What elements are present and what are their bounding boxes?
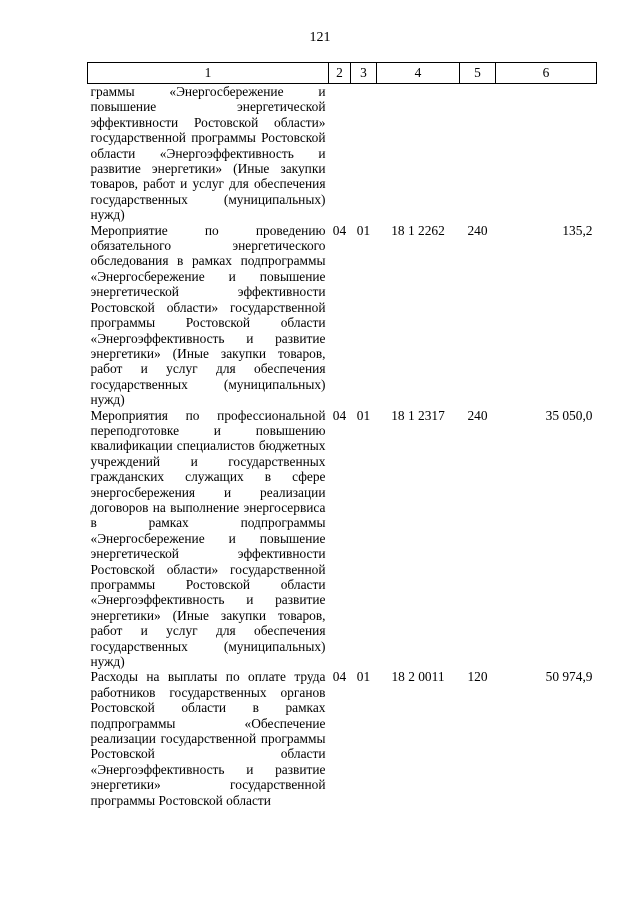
row-description: граммы «Энергосбережение и повышение энергетической эффективности Ростовской области» государственной программы Ростовской области «Энергоэффективность и развитие энергетики» (Иные закупки товаров, работ и услуг для обеспечения государственных (муниципальных) нужд) bbox=[90, 84, 326, 223]
table-row bbox=[88, 669, 597, 808]
row-pr bbox=[351, 84, 377, 223]
row-csr: 18 2 0011 bbox=[391, 669, 445, 685]
header-col-5: 5 bbox=[460, 63, 496, 84]
row-csr bbox=[377, 84, 460, 223]
header-col-3: 3 bbox=[351, 63, 377, 84]
header-col-2: 2 bbox=[329, 63, 351, 84]
row-rz bbox=[329, 84, 351, 223]
table-row bbox=[88, 408, 597, 670]
row-pr: 01 bbox=[356, 407, 371, 423]
row-sum bbox=[496, 84, 597, 223]
page-number: 121 bbox=[309, 30, 331, 45]
row-vr: 240 bbox=[467, 222, 488, 238]
header-col-6: 6 bbox=[496, 63, 597, 84]
table-row bbox=[88, 84, 597, 223]
row-sum: 135,2 bbox=[562, 222, 593, 238]
table-header bbox=[88, 63, 597, 84]
row-vr: 120 bbox=[467, 669, 488, 685]
row-rz: 04 bbox=[332, 407, 347, 423]
header-col-4: 4 bbox=[377, 63, 460, 84]
header-col-1: 1 bbox=[88, 63, 329, 84]
budget-table bbox=[87, 62, 597, 808]
row-pr: 01 bbox=[356, 222, 371, 238]
row-csr: 18 1 2262 bbox=[391, 222, 445, 238]
row-rz: 04 bbox=[332, 669, 347, 685]
row-description: Расходы на выплаты по оплате труда работников государственных органов Ростовской области в рамках подпрограммы «Обеспечение реализации государственной программы Ростовской области «Энергоэффективность и развитие энергетики» государственной программы Ростовской области bbox=[90, 669, 326, 808]
row-description: Мероприятие по проведению обязательного энергетического обследования в рамках подпрограммы «Энергосбережение и повышение энергетической эффективности Ростовской области» государственной программы Ростовской области «Энергоэффективность и развитие энергетики» (Иные закупки товаров, работ и услуг для обеспечения государственных (муниципальных) нужд) bbox=[90, 222, 326, 408]
row-pr: 01 bbox=[356, 669, 371, 685]
row-rz: 04 bbox=[332, 222, 347, 238]
row-csr: 18 1 2317 bbox=[391, 407, 445, 423]
row-vr bbox=[460, 84, 496, 223]
table-row bbox=[88, 223, 597, 408]
row-sum: 50 974,9 bbox=[545, 669, 593, 685]
row-vr: 240 bbox=[467, 407, 488, 423]
header-row bbox=[88, 63, 597, 84]
row-description: Мероприятия по профессиональной переподготовке и повышению квалификации специалистов бюджетных учреждений и государственных гражданских служащих в сфере энергосбережения и реализации договоров на выполнение энергосервиса в рамках подпрограммы «Энергосбережение и повышение энергетической эффективности Ростовской области» государственной программы Ростовской области «Энергоэффективность и развитие энергетики» (Иные закупки товаров, работ и услуг для обеспечения государственных (муниципальных) нужд) bbox=[90, 407, 326, 670]
row-sum: 35 050,0 bbox=[545, 407, 593, 423]
table-body bbox=[88, 84, 597, 809]
